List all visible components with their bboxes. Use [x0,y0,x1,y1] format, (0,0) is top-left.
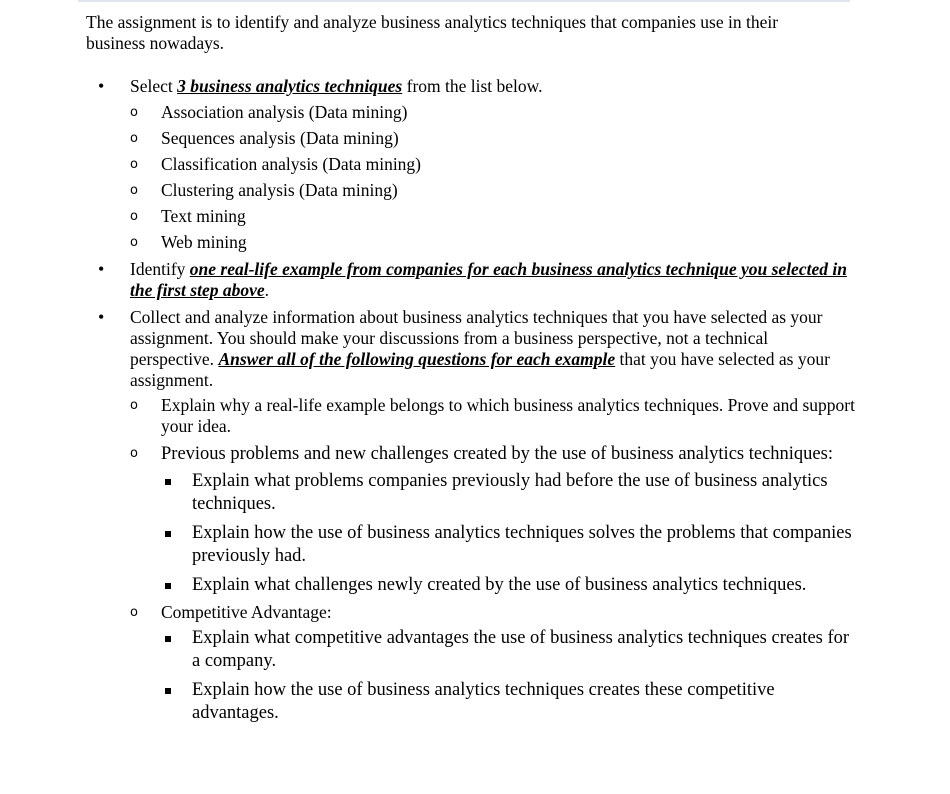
square-bullet-icon [165,636,171,642]
collect-prefix: Collect and analyze information about business analytics techniques that you have selected as your assignment. You should make your discussions from a business perspective, not a technical perspective. [130,307,823,369]
circle-bullet-icon: o [130,605,138,620]
select-techniques-item [86,76,856,253]
instruction-list [86,76,856,725]
square-bullet-icon [165,583,171,589]
problem-item [161,470,856,516]
advantage-item [161,627,856,673]
circle-bullet-icon: o [130,157,138,172]
questions-list [130,395,856,725]
assignment-document [86,12,856,725]
technique-item [130,206,856,227]
advantage-item [161,679,856,725]
circle-bullet-icon: o [130,209,138,224]
technique-label: Text mining [161,206,246,226]
square-bullet-icon [165,479,171,485]
bullet-icon: • [98,259,105,279]
question-text: Explain why a real-life example belongs to which business analytics techniques. Prove and support your idea. [161,395,855,436]
collect-analyze-item [86,307,856,725]
problem-item [161,574,856,597]
identify-suffix: . [264,280,270,300]
intro-paragraph: The assignment is to identify and analyze business analytics techniques that companies use in their business nowadays. [86,12,779,53]
identify-emphasis: one real-life example from companies for each business analytics technique you selected in the first step above [130,259,847,300]
question-item-problems [130,443,856,597]
select-emphasis: 3 business analytics techniques [177,76,403,96]
technique-label: Association analysis (Data mining) [161,102,408,122]
collect-suffix: that you have selected as your assignment. [130,349,830,390]
technique-label: Clustering analysis (Data mining) [161,180,398,200]
problem-text: Explain what problems companies previously had before the use of business analytics techniques. [192,471,828,514]
circle-bullet-icon: o [130,183,138,198]
question-text: Competitive Advantage: [161,602,332,622]
advantage-text: Explain how the use of business analytics techniques creates these competitive advantages. [192,680,775,723]
circle-bullet-icon: o [130,446,138,461]
technique-label: Classification analysis (Data mining) [161,154,422,174]
question-text: Previous problems and new challenges created by the use of business analytics techniques: [161,444,833,464]
technique-item [130,180,856,201]
circle-bullet-icon: o [130,235,138,250]
bullet-icon: • [98,76,105,96]
square-bullet-icon [165,688,171,694]
advantage-text: Explain what competitive advantages the use of business analytics techniques creates for a company. [192,628,850,671]
top-border-line [78,0,850,2]
problem-text: Explain what challenges newly created by the use of business analytics techniques. [192,575,807,595]
collect-emphasis: Answer all of the following questions for each example [218,349,616,369]
problems-sublist [161,470,856,597]
question-item-why [130,395,856,437]
square-bullet-icon [165,531,171,537]
technique-item [130,102,856,123]
select-prefix: Select [130,76,178,96]
technique-label: Web mining [161,232,247,252]
technique-item [130,128,856,149]
select-suffix: from the list below. [402,76,543,96]
identify-prefix: Identify [130,259,190,279]
bullet-icon: • [98,307,105,327]
technique-item [130,154,856,175]
competitive-sublist [161,627,856,725]
circle-bullet-icon: o [130,131,138,146]
circle-bullet-icon: o [130,398,138,413]
question-item-competitive [130,602,856,725]
techniques-list [130,102,856,253]
identify-example-item [86,259,856,301]
technique-label: Sequences analysis (Data mining) [161,128,399,148]
problem-item [161,522,856,568]
problem-text: Explain how the use of business analytics techniques solves the problems that companies previously had. [192,523,852,566]
technique-item [130,232,856,253]
circle-bullet-icon: o [130,105,138,120]
